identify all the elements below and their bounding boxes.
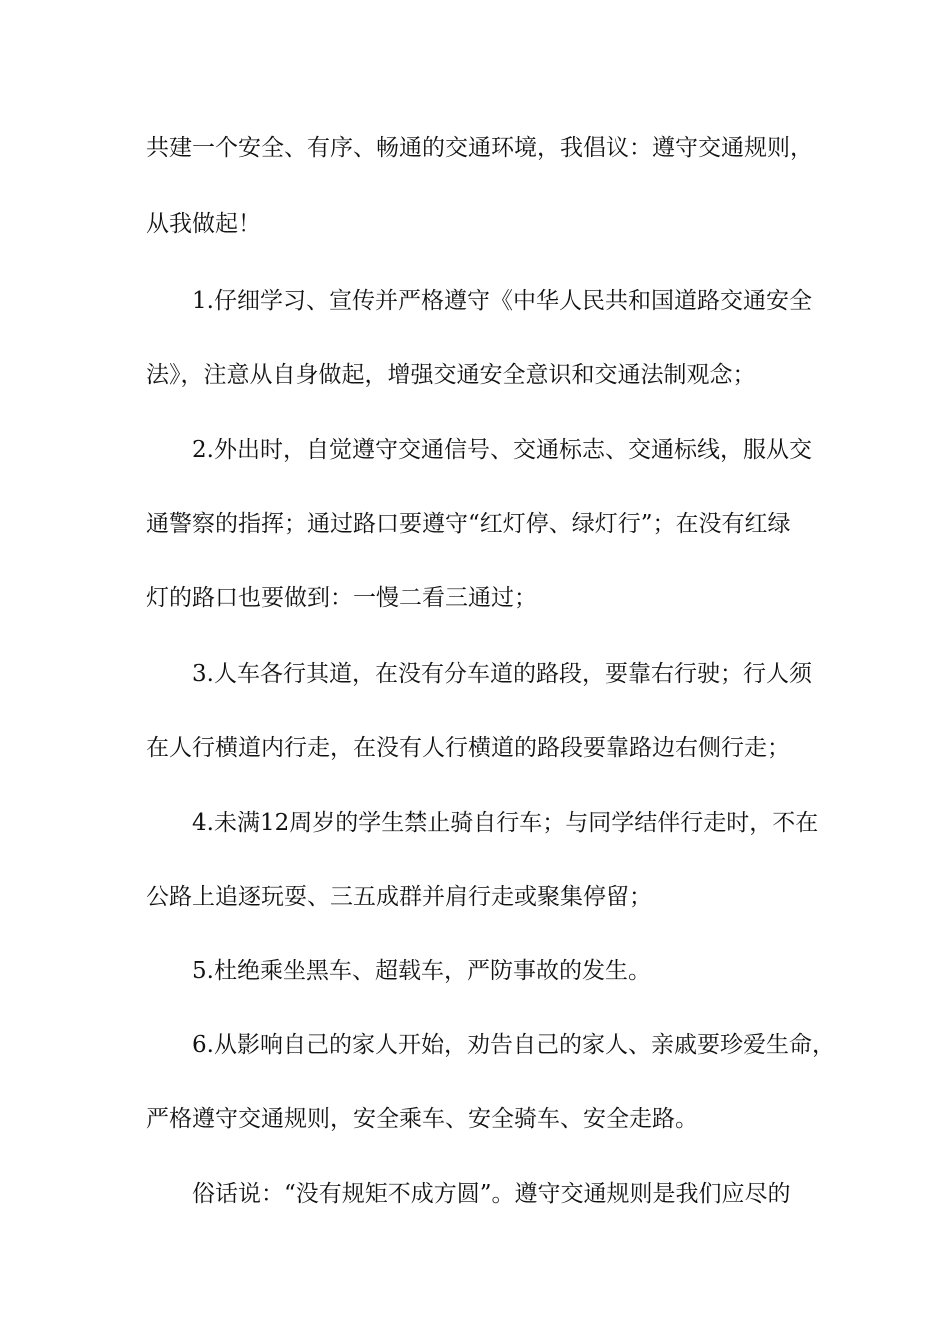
paragraph-line: 从我做起！	[146, 211, 261, 237]
list-item-5-line: 5.杜绝乘坐黑车、超载车，严防事故的发生。	[192, 958, 651, 984]
list-item-1-line: 1.仔细学习、宣传并严格遵守《中华人民共和国道路交通安全	[192, 288, 812, 314]
list-item-2-line: 2.外出时，自觉遵守交通信号、交通标志、交通标线，服从交	[192, 437, 812, 463]
paragraph-line: 俗话说：“没有规矩不成方圆”。遵守交通规则是我们应尽的	[192, 1181, 791, 1207]
list-item-6-line: 严格遵守交通规则，安全乘车、安全骑车、安全走路。	[146, 1106, 698, 1132]
list-item-3-line: 3.人车各行其道，在没有分车道的路段，要靠右行驶；行人须	[192, 661, 812, 687]
list-item-4-line: 公路上追逐玩耍、三五成群并肩行走或聚集停留；	[146, 884, 652, 910]
paragraph-line: 共建一个安全、有序、畅通的交通环境，我倡议：遵守交通规则，	[146, 135, 813, 161]
list-item-2-line: 灯的路口也要做到：一慢二看三通过；	[146, 585, 537, 611]
list-item-6-line: 6.从影响自己的家人开始，劝告自己的家人、亲戚要珍爱生命，	[192, 1032, 835, 1058]
list-item-4-line: 4.未满12周岁的学生禁止骑自行车；与同学结伴行走时，不在	[192, 810, 819, 836]
list-item-2-line: 通警察的指挥；通过路口要遵守“红灯停、绿灯行”；在没有红绿	[146, 511, 791, 537]
list-item-3-line: 在人行横道内行走，在没有人行横道的路段要靠路边右侧行走；	[146, 735, 790, 761]
list-item-1-line: 法》，注意从自身做起，增强交通安全意识和交通法制观念；	[146, 362, 756, 388]
